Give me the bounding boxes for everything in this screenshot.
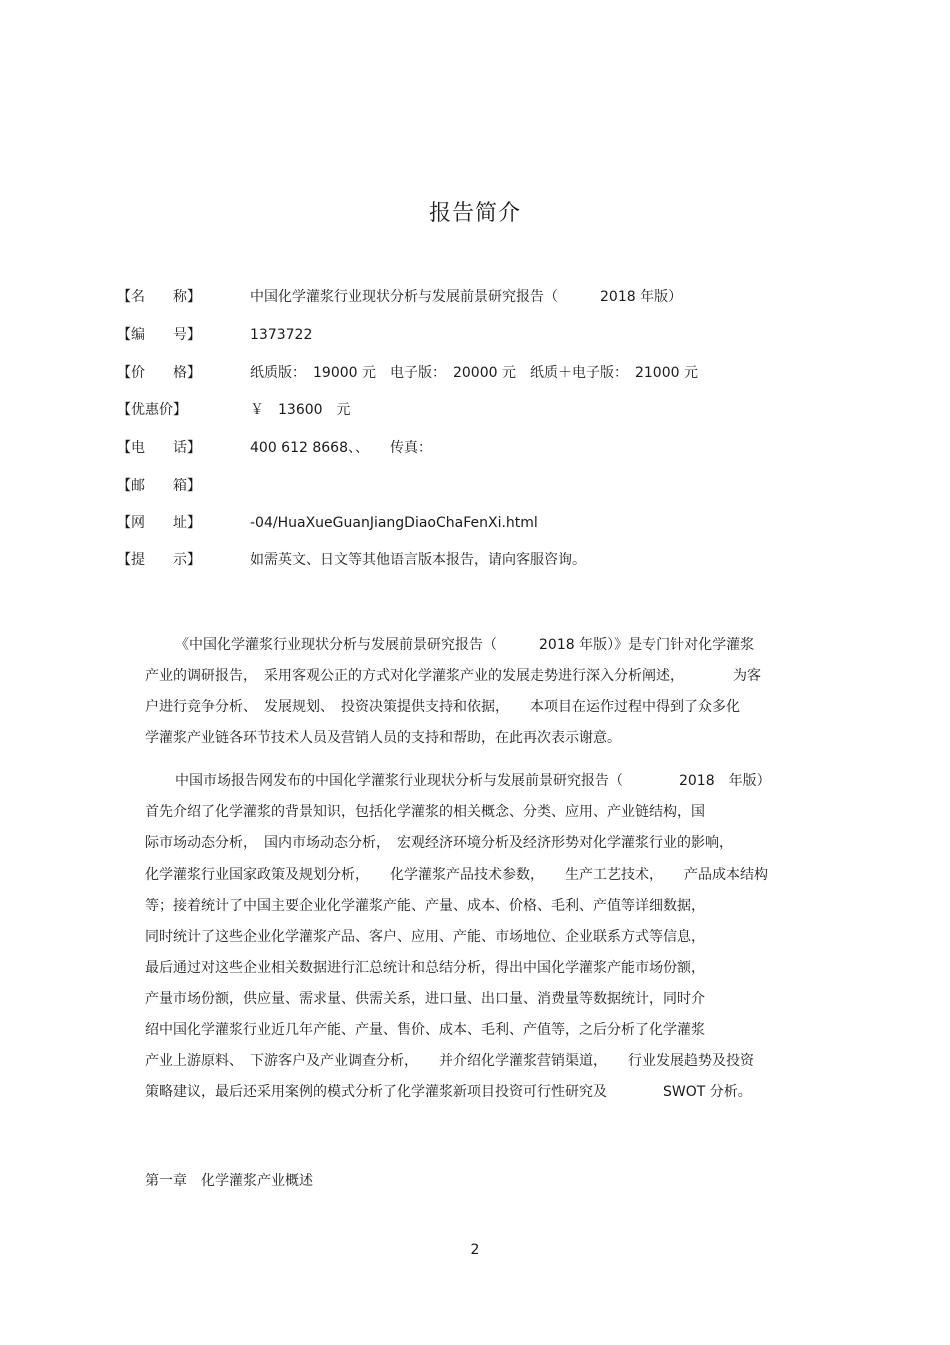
paragraph-line: 策略建议，最后还采用案例的模式分析了化学灌浆新项目投资可行性研究及 SWOT 分析。: [145, 1084, 752, 1100]
info-value-tip: 如需英文、日文等其他语言版本报告，请向客服咨询。: [250, 552, 586, 568]
info-value-url[interactable]: -04/HuaXueGuanJiangDiaoChaFenXi.html: [250, 515, 538, 531]
paragraph-line: 等；接着统计了中国主要企业化学灌浆产能、产量、成本、价格、毛利、产值等详细数据，: [145, 898, 705, 914]
page-title: 报告简介: [428, 201, 521, 226]
info-label-url: 【网 址】: [117, 515, 201, 531]
info-label-tip: 【提 示】: [117, 552, 201, 568]
paragraph-line: 《中国化学灌浆行业现状分析与发展前景研究报告（ 2018 年版）》是专门针对化学灌浆: [175, 637, 755, 653]
paragraph-line: 学灌浆产业链各环节技术人员及营销人员的支持和帮助，在此再次表示谢意。: [145, 730, 621, 746]
info-label-phone: 【电 话】: [117, 440, 201, 456]
paragraph-line: 同时统计了这些企业化学灌浆产品、客户、应用、产能、市场地位、企业联系方式等信息，: [145, 929, 705, 945]
paragraph-line: 际市场动态分析， 国内市场动态分析， 宏观经济环境分析及经济形势对化学灌浆行业的影响，: [145, 835, 733, 851]
info-value-discount: ￥ 13600 元: [250, 402, 351, 418]
chapter-heading: 第一章 化学灌浆产业概述: [145, 1173, 313, 1189]
info-value-price: 纸质版： 19000 元 电子版： 20000 元 纸质＋电子版： 21000 元: [250, 365, 698, 381]
page-number: 2: [470, 1242, 480, 1258]
info-label-price: 【价 格】: [117, 365, 201, 381]
paragraph-line: 首先介绍了化学灌浆的背景知识，包括化学灌浆的相关概念、分类、应用、产业链结构，国: [145, 804, 705, 820]
info-label-name: 【名 称】: [117, 289, 201, 305]
info-value-id: 1373722: [250, 327, 313, 343]
paragraph-line: 产量市场份额，供应量、需求量、供需关系，进口量、出口量、消费量等数据统计，同时介: [145, 991, 705, 1007]
info-label-email: 【邮 箱】: [117, 478, 201, 494]
paragraph-line: 中国市场报告网发布的中国化学灌浆行业现状分析与发展前景研究报告（ 2018 年版）: [175, 773, 771, 789]
paragraph-line: 绍中国化学灌浆行业近几年产能、产量、售价、成本、毛利、产值等，之后分析了化学灌浆: [145, 1022, 705, 1038]
paragraph-line: 化学灌浆行业国家政策及规划分析， 化学灌浆产品技术参数， 生产工艺技术， 产品成本结构: [145, 867, 768, 883]
paragraph-line: 户进行竞争分析、 发展规划、 投资决策提供支持和依据， 本项目在运作过程中得到了众多化: [145, 699, 740, 715]
paragraph-line: 最后通过对这些企业相关数据进行汇总统计和总结分析，得出中国化学灌浆产能市场份额，: [145, 960, 705, 976]
info-value-phone: 400 612 8668、、 传真：: [250, 440, 432, 456]
info-label-id: 【编 号】: [117, 327, 201, 343]
paragraph-line: 产业的调研报告， 采用客观公正的方式对化学灌浆产业的发展走势进行深入分析阐述， 为客: [145, 668, 761, 684]
info-label-discount: 【优惠价】: [117, 402, 187, 418]
paragraph-line: 产业上游原料、 下游客户及产业调查分析， 并介绍化学灌浆营销渠道， 行业发展趋势及投资: [145, 1053, 754, 1069]
info-value-name: 中国化学灌浆行业现状分析与发展前景研究报告（ 2018 年版）: [250, 289, 683, 305]
